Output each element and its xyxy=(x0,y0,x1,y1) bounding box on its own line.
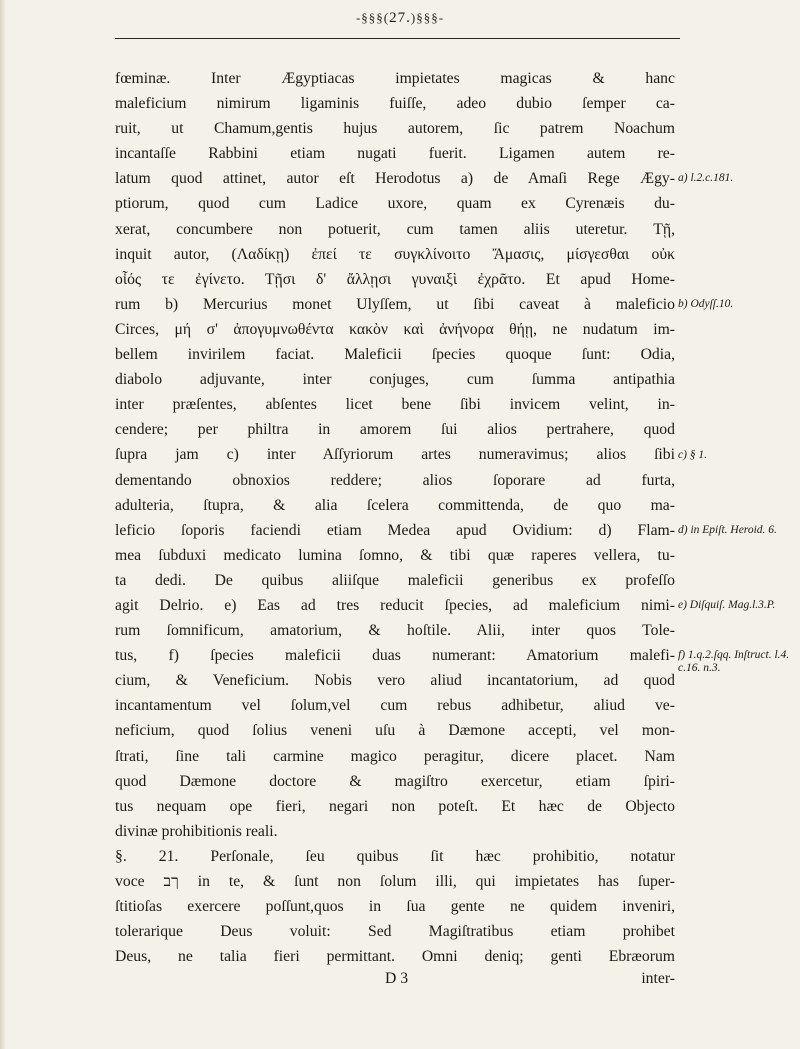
text-line: adulteria, ſtupra, & alia ſcelera committenda, de quo ma- xyxy=(115,496,675,514)
text-line: bellem invirilem faciat. Maleficii ſpecies quoque ſunt: Odia, xyxy=(115,346,675,364)
body-text xyxy=(115,66,675,969)
text-line: tus, f) ſpecies maleficii duas numerant: Amatorium malefi- xyxy=(115,647,675,665)
text-line: rum b) Mercurius monet Ulyſſem, ut ſibi caveat à maleficio xyxy=(115,295,675,313)
text-line: xerat, concumbere non potuerit, cum tamen aliis uteretur. Τῇ, xyxy=(115,220,675,238)
text-line: quod Dæmone doctore & magiſtro exercetur, etiam ſpiri- xyxy=(115,772,675,790)
text-line: latum quod attinet, autor eſt Herodotus a) de Amaſi Rege Ægy- xyxy=(115,170,675,188)
catchword: inter- xyxy=(641,969,675,987)
text-line: divinæ prohibitionis reali. xyxy=(115,822,278,840)
text-line: ta dedi. De quibus aliiſque maleficii generibus ex profeſſo xyxy=(115,571,675,589)
page-header xyxy=(0,10,800,27)
signature-mark: D 3 xyxy=(385,969,409,987)
text-line: maleficium nimirum ligaminis fuiſſe, adeo dubio ſemper ca- xyxy=(115,95,675,113)
margin-note: d) in Epiſt. Heroid. 6. xyxy=(678,523,777,536)
text-line: ſtitioſas exercere poſſunt,quos in ſua gente ne quidem inveniri, xyxy=(115,898,675,916)
text-line: cendere; per philtra in amorem ſui alios pertrahere, quod xyxy=(115,421,675,439)
header-ornament-left: -§§§( xyxy=(355,10,390,25)
text-line: οἷός τε ἐγίνετο. Τῇσι δ' ἄλλῃσι γυναιξὶ ἐχρᾶτο. Et apud Home- xyxy=(115,270,675,288)
page-edge-shadow xyxy=(0,0,6,1049)
text-line: fœminæ. Inter Ægyptiacas impietates magicas & hanc xyxy=(115,70,675,87)
text-line: §. 21. Perſonale, ſeu quibus ſit hæc prohibitio, notatur xyxy=(115,847,675,865)
text-line: incantamentum vel ſolum,vel cum rebus adhibetur, aliud ve- xyxy=(115,697,675,715)
text-line: ſupra jam c) inter Aſſyriorum artes numeravimus; alios ſibi xyxy=(115,446,675,464)
margin-note: c) § 1. xyxy=(678,448,708,461)
text-line: ſtrati, ſine tali carmine magico peragitur, dicere placet. Nam xyxy=(115,747,675,765)
header-ornament-right: )§§§- xyxy=(410,10,445,25)
text-line: ptiorum, quod cum Ladice uxore, quam ex Cyrenæis du- xyxy=(115,195,675,213)
text-line: Deus, ne talia fieri permittant. Omni deniq; genti Ebræorum xyxy=(115,948,675,966)
text-line: leficio ſoporis faciendi etiam Medea apud Ovidium: d) Flam- xyxy=(115,521,675,539)
text-line: agit Delrio. e) Eas ad tres reducit ſpecies, ad maleficium nimi- xyxy=(115,596,675,614)
text-line: diabolo adjuvante, inter conjuges, cum ſumma antipathia xyxy=(115,371,675,389)
text-line: voce ךב in te, & ſunt non ſolum illi, qui impietates has ſuper- xyxy=(115,873,675,890)
text-line: neficium, quod ſolius veneni uſu à Dæmone accepti, vel mon- xyxy=(115,722,675,740)
header-rule xyxy=(115,38,680,39)
margin-note: a) l.2.c.181. xyxy=(678,172,734,185)
text-line: incantaſſe Rabbini etiam nugati fuerit. Ligamen autem re- xyxy=(115,145,675,163)
text-line: tolerarique Deus voluit: Sed Magiſtratibus etiam prohibet xyxy=(115,923,675,941)
text-line: Circes, μή σ' ἀπογυμνωθέντα κακὸν καὶ ἀνήνορα θήῃ, ne nudatum im- xyxy=(115,320,675,338)
text-line: ruit, ut Chamum,gentis hujus autorem, ſic patrem Noachum xyxy=(115,120,675,138)
text-line: tus nequam ope fieri, negari non poteſt. Et hæc de Objecto xyxy=(115,797,675,815)
page-footer xyxy=(115,970,675,995)
text-line: cium, & Veneficium. Nobis vero aliud incantatorium, ad quod xyxy=(115,672,675,690)
margin-note: e) Diſquiſ. Mag.l.3.P. xyxy=(678,599,776,612)
page-number: 27. xyxy=(389,10,411,26)
text-line: mea ſubduxi medicato lumina ſomno, & tibi quæ raperes vellera, tu- xyxy=(115,546,675,564)
margin-note: f) 1.q.2.ſqq. Inſtruct. l.4. c.16. n.3. xyxy=(678,649,790,675)
text-line: inter præſentes, abſentes licet bene ſibi invicem velint, in- xyxy=(115,396,675,414)
margin-note: b) Odyſſ.10. xyxy=(678,297,734,310)
text-line: rum ſomnificum, amatorium, & hoſtile. Alii, inter quos Tole- xyxy=(115,622,675,640)
text-line: dementando obnoxios reddere; alios ſoporare ad furta, xyxy=(115,471,675,489)
text-line: inquit autor, (Λαδίκῃ) ἐπεί τε συγκλίνοιτο Ἄμασις, μίσγεσθαι οὐκ xyxy=(115,245,675,263)
